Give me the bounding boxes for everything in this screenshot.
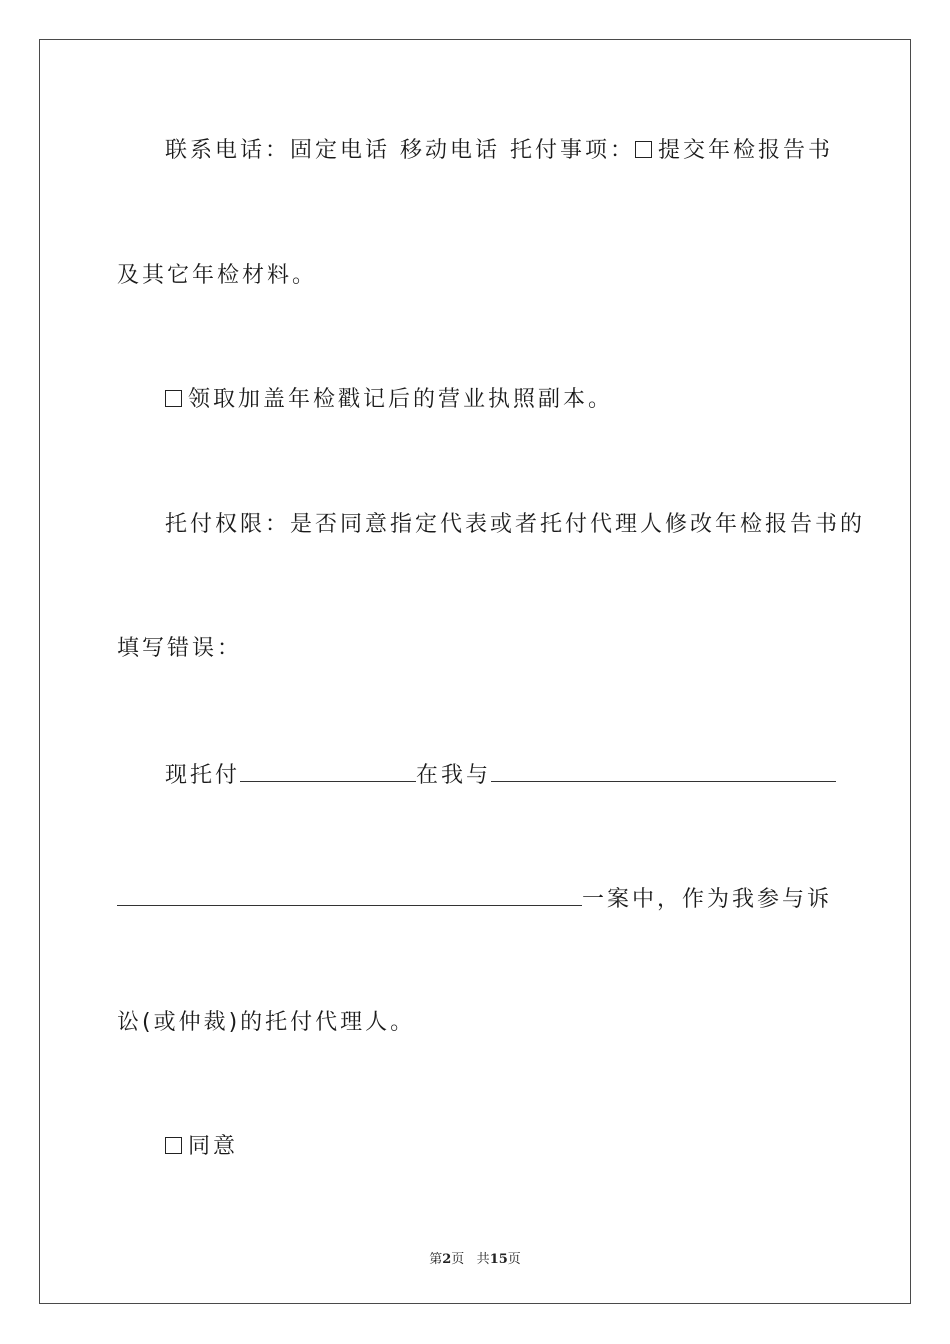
authority-text: 托付权限：是否同意指定代表或者托付代理人修改年检报告书的 [165, 512, 866, 537]
other-materials-text: 及其它年检材料。 [117, 263, 318, 288]
paragraph-line [117, 261, 317, 291]
entrust-text: 现托付 [165, 763, 241, 788]
page-number: 2 [442, 1252, 452, 1267]
party-name-blank[interactable] [491, 759, 836, 782]
footer-prefix: 第 [429, 1252, 443, 1267]
total-pages: 15 [489, 1252, 508, 1267]
case-text: 一案中，作为我参与诉 [582, 887, 833, 912]
litigation-text: 讼(或仲裁)的托付代理人。 [117, 1010, 416, 1035]
footer-page-suffix: 页 [451, 1252, 465, 1267]
agent-name-blank[interactable] [240, 759, 416, 782]
footer-total-suffix: 页 [507, 1252, 521, 1267]
contact-text: 联系电话：固定电话 移动电话 托付事项： [165, 138, 635, 163]
submit-report-checkbox[interactable] [635, 141, 652, 158]
fill-errors-text: 填写错误： [117, 636, 243, 661]
collect-license-checkbox[interactable] [165, 390, 182, 407]
fill-errors-line [117, 634, 242, 664]
page-border [39, 39, 911, 1304]
authority-line [165, 510, 865, 540]
page-footer [0, 1248, 950, 1267]
footer-total-prefix: 共 [476, 1252, 490, 1267]
with-text: 在我与 [416, 763, 492, 788]
case-name-blank[interactable] [117, 883, 582, 906]
case-line [117, 883, 832, 915]
contact-line [165, 136, 833, 166]
collect-license-line [165, 385, 613, 415]
entrust-line [165, 759, 836, 791]
litigation-line [117, 1008, 415, 1038]
agree-label: 同意 [188, 1134, 239, 1159]
collect-license-label: 领取加盖年检戳记后的营业执照副本。 [188, 387, 614, 412]
agree-checkbox[interactable] [165, 1137, 182, 1154]
submit-report-label: 提交年检报告书 [658, 138, 834, 163]
agree-line [165, 1132, 238, 1162]
